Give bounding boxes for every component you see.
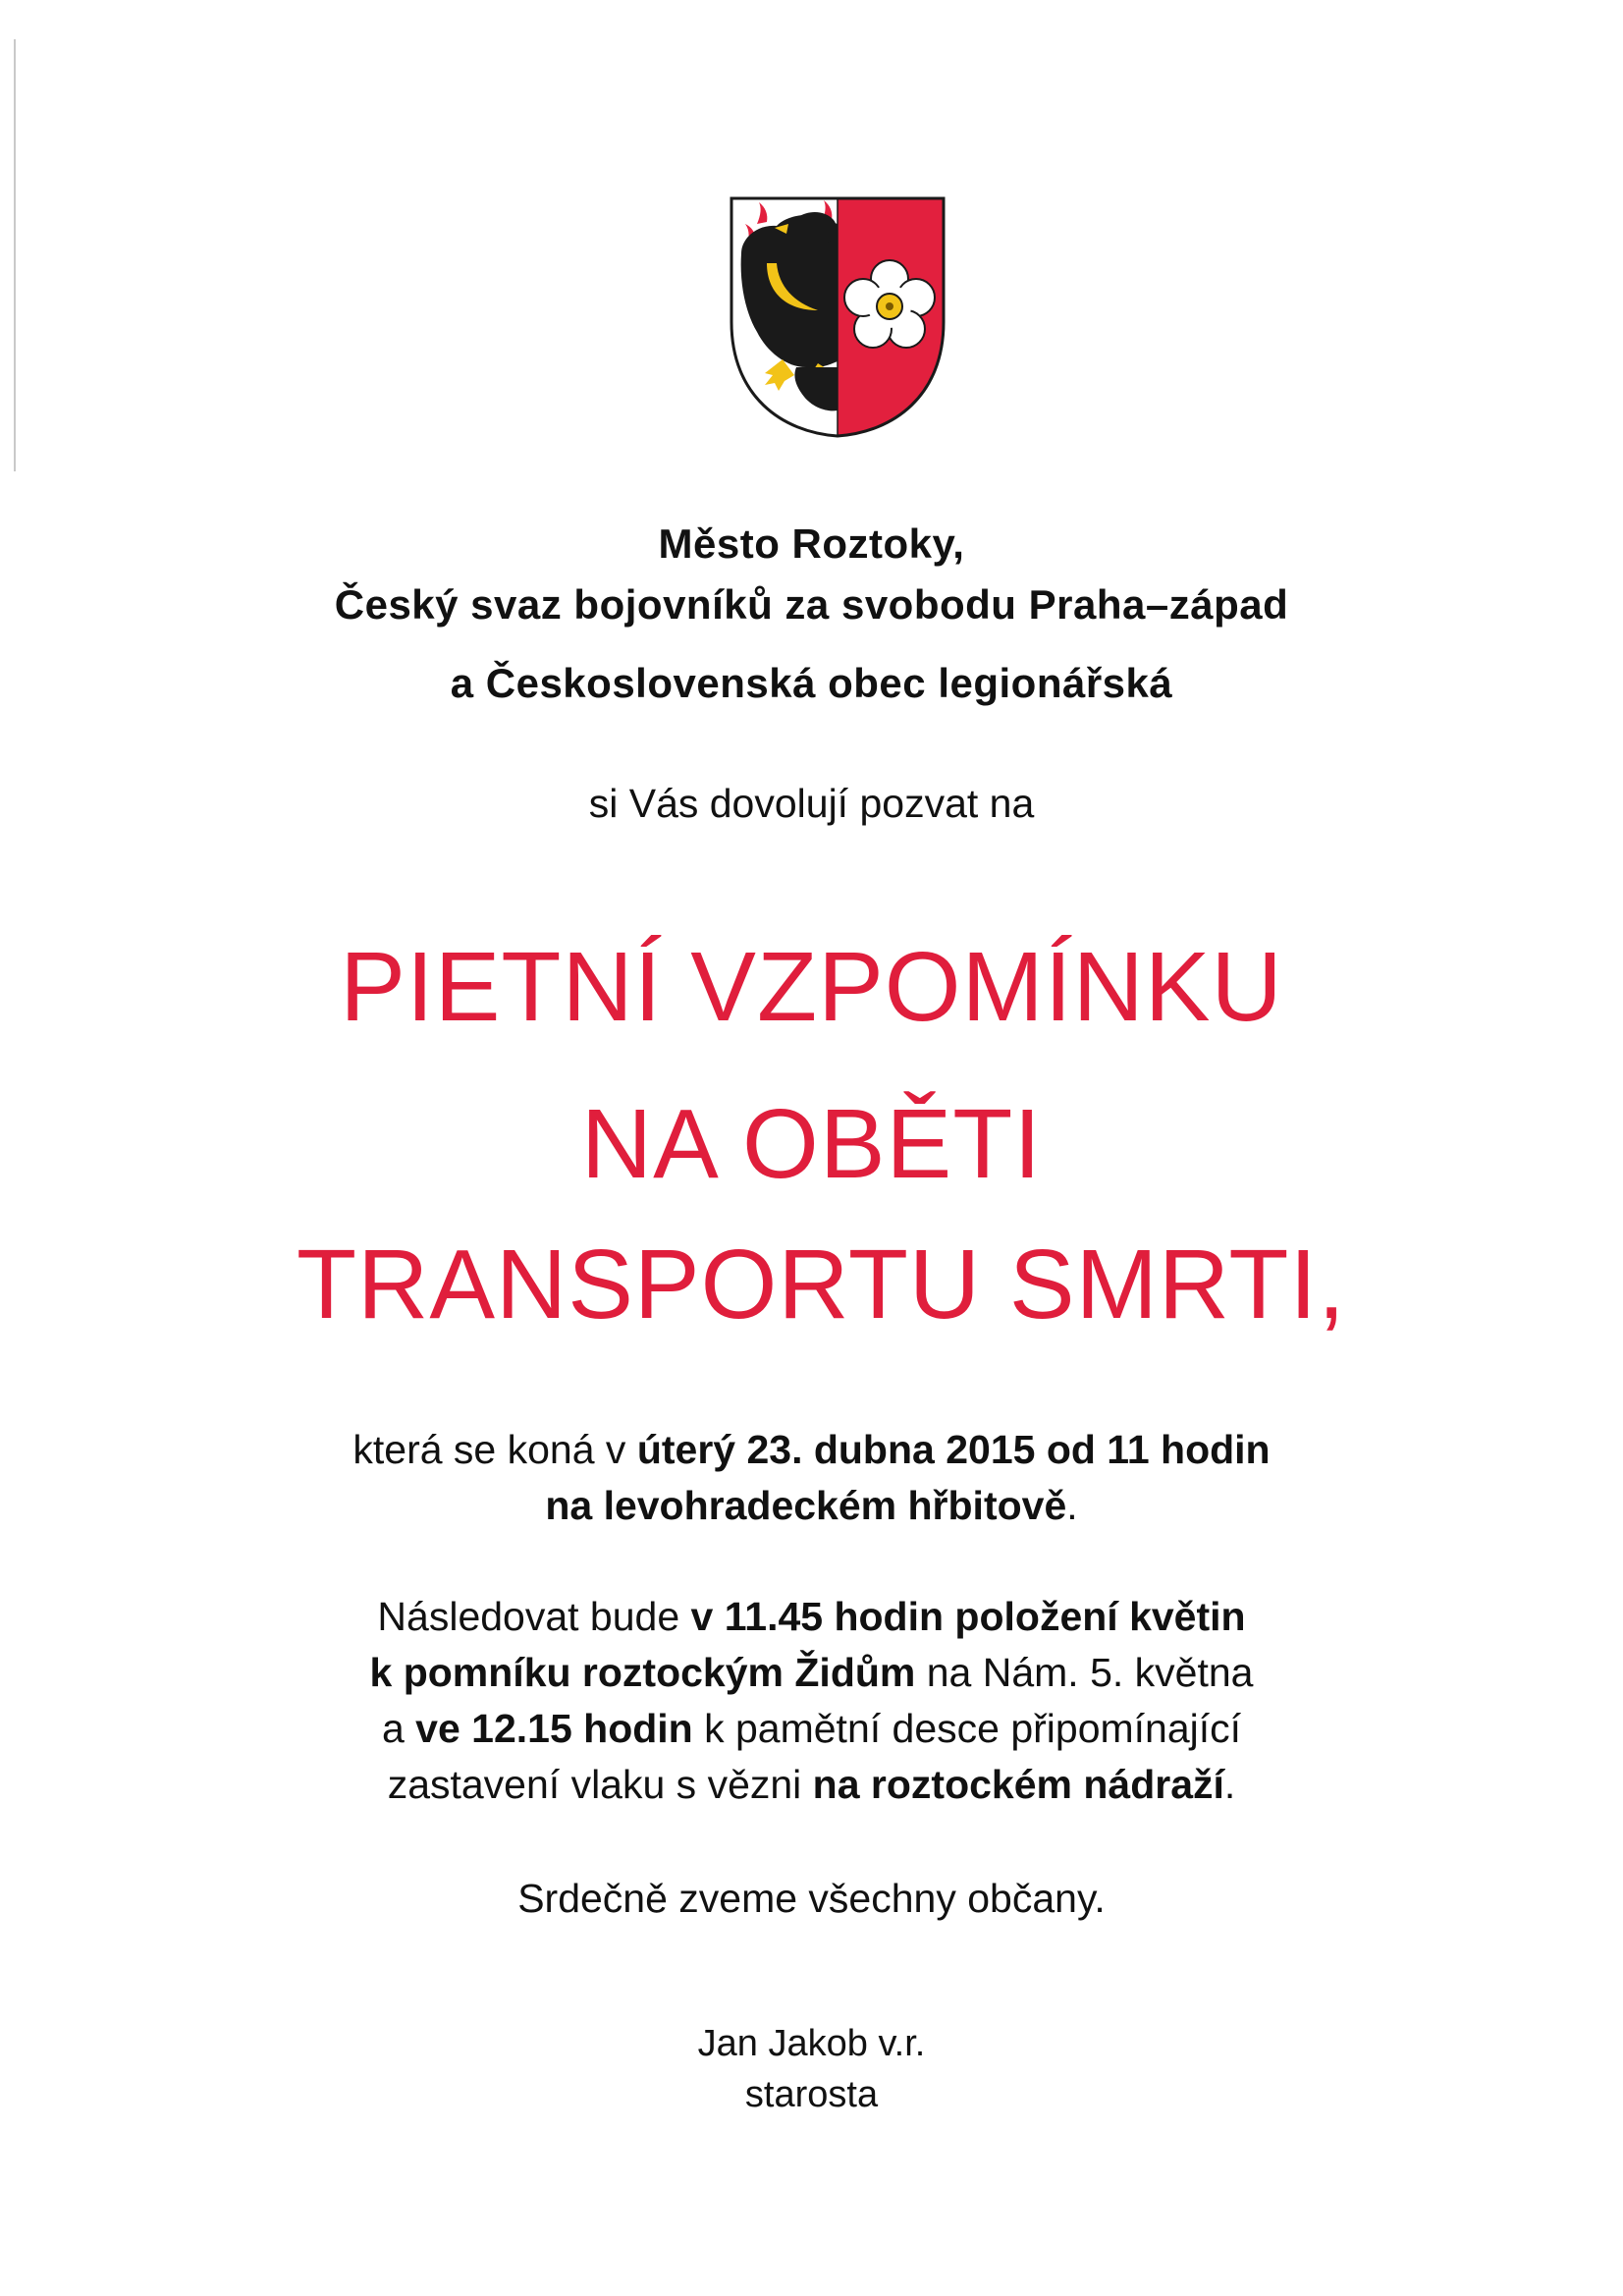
coat-of-arms-emblem — [728, 194, 947, 440]
follow-up-text-5: zastavení vlaku s vězni — [387, 1762, 813, 1807]
headline-line-2: NA OBĚTI — [580, 1089, 1043, 1199]
event-place-end: . — [1066, 1483, 1078, 1528]
invitation-text: si Vás dovolují pozvat na — [588, 781, 1035, 826]
event-place: na levohradeckém hřbitově — [545, 1483, 1067, 1528]
follow-up-line-4 — [0, 1762, 1623, 1808]
signature-title: starosta — [744, 2074, 879, 2115]
closing-text: Srdečně zveme všechny občany. — [517, 1876, 1106, 1921]
signature-name: Jan Jakob v.r. — [697, 2023, 926, 2064]
organizer-line-2: Český svaz bojovníků za svobodu Praha–západ — [334, 581, 1289, 628]
organizer-line-1: Město Roztoky, — [658, 520, 965, 567]
organizer-line-3: a Československá obec legionářská — [450, 660, 1173, 706]
follow-up-line-1 — [0, 1594, 1623, 1640]
follow-up-text-1: Následovat bude — [377, 1594, 691, 1639]
follow-up-station: na roztockém nádraží — [812, 1762, 1224, 1807]
follow-up-line-3 — [0, 1706, 1623, 1752]
follow-up-line-2 — [0, 1650, 1623, 1696]
follow-up-text-6: . — [1223, 1762, 1236, 1807]
follow-up-time-2: ve 12.15 hodin — [415, 1706, 693, 1751]
follow-up-time-1: v 11.45 hodin položení květin — [690, 1594, 1246, 1639]
headline-line-1: PIETNÍ VZPOMÍNKU — [340, 932, 1283, 1042]
event-date-prefix: která se koná v — [352, 1427, 637, 1472]
headline-line-3: TRANSPORTU SMRTI, — [297, 1230, 1346, 1339]
follow-up-text-4: k pamětní desce připomínající — [692, 1706, 1242, 1751]
event-place-line — [0, 1483, 1623, 1529]
follow-up-text-2: na Nám. 5. května — [915, 1650, 1254, 1695]
follow-up-text-3: a — [381, 1706, 416, 1751]
event-date-line — [0, 1427, 1623, 1473]
event-date: úterý 23. dubna 2015 od 11 hodin — [636, 1427, 1271, 1472]
scan-edge-line — [14, 39, 16, 471]
follow-up-monument: k pomníku roztockým Židům — [369, 1650, 916, 1695]
